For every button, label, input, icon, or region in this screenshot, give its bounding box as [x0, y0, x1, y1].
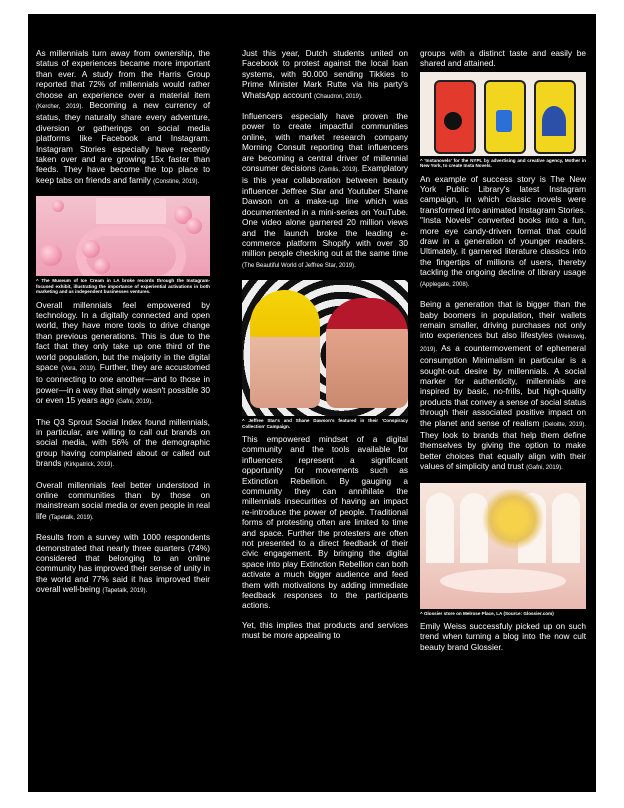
paragraph: This empowered mindset of a digital community and the tools available for influencers represent a significant opportunity for movements such as Extinction Rebellion. By gauging a community they can annihilate the millennials insecurities of having an impact re-introduce the power of people. Traditional forms of protesting often are limited to time and space. Further the protesters are often not presented to a direct feedback of their civic engagement. By bringing the digital space into play Extinction Rebellion can both activate a much bigger audience and feed them with motivations by adding immediate feedback responses to the participants actions.	[242, 433, 408, 611]
paragraph: Just this year, Dutch students united on Facebook to protest against the local loan systems, with 90.000 sending Tikkies to Prime Minister Mark Rutte via his party's WhatsApp account (Chaudron, 2019).	[242, 48, 408, 100]
citation: (Kercher, 2019).	[36, 104, 84, 111]
paragraph: Results from a survey with 1000 respondents demonstrated that nearly three quarters (74%) considered that belonging to an online community has improved their sense of unity in the world and 77% said it has improved their overall well-being (Tapetalk, 2019).	[36, 532, 210, 595]
paragraph: As millennials turn away from ownership, the status of experiences became more important than ever. A study from the Harris Group reported that 72% of millennials would rather choose an experience over a material item (Kercher, 2019). Becoming a new currency of status, they naturally share every adventure, diversion or gatherings on social media platforms like Facebook and Instagram. Instagram Stories especially have recently taken over and are growing 15x faster than feeds. They have become the top place to keep tabs on friends and family (Constine, 2019).	[36, 48, 211, 185]
paragraph: groups with a distinct taste and easily be shared and attained.	[420, 48, 586, 69]
paragraph: Yet, this implies that products and services must be more appealing to	[242, 619, 408, 641]
paragraph: Overall millennials feel empowered by technology. In a digitally connected and open world, they have more tools to drive change than previous generations. This is due to the fact that they only take up one third of the world population, but the majority in the digital space (Vora, 2019). Further, they are accustomed to connecting to one another—and to those in power—in a way that simply wasn't possible 30 or even 15 years ago (Gafni, 2019).	[36, 299, 210, 406]
image-caption: ^ Jeffree Star's and Shane Dawson's featured in their 'Conspiracy Collection' Campaign.	[242, 418, 408, 429]
citation: (Weinswig, 2019).	[420, 334, 586, 353]
citation: (Gafni, 2019).	[116, 399, 153, 406]
jeffree-shane-photo	[242, 280, 408, 416]
glossier-store-photo	[420, 483, 586, 609]
citation: (Applegate, 2008).	[420, 281, 470, 288]
citation: (Tapetalk, 2019).	[102, 588, 148, 595]
citation: (Gafni, 2019).	[526, 465, 563, 472]
insta-novels-phones-photo	[420, 72, 586, 156]
citation: (Constine, 2019).	[153, 178, 200, 185]
citation: (Chaudron, 2019).	[313, 93, 363, 100]
paragraph: Emily Weiss successfuly picked up on such trend when turning a blog into the now cult beauty brand Glossier.	[420, 621, 586, 652]
citation: (Tapetalk, 2019).	[48, 514, 94, 521]
citation: (The Beautiful World of Jeffree Star, 2019).	[242, 262, 356, 269]
column-3	[420, 48, 586, 661]
paragraph: Influencers especially have proven the power to create impactful communities online, with market research company Morning Consult reporting that influencers are becoming a central driver of millennial consumer decisions (Zemlis, 2019). Examplatory is this year collaboration between beauty influencer Jeffree Star and Youtuber Shane Dawson on a make-up line which was documentented in a mini-series on YouTube. One video alone garnered 20 million views and the launch broke the leading e-commerce platform Shopify with over 30 million people checking out at the same time (The Beautiful World of Jeffree Star, 2019).	[242, 111, 409, 269]
museum-of-ice-cream-photo	[36, 196, 210, 276]
image-caption: ^ 'Instanovels' for the NYPL by advertising and creative agency, Mother in New York, to create Insta Novels.	[420, 157, 586, 169]
column-2	[242, 48, 408, 650]
paragraph: Being a generation that is bigger than the baby boomers in population, their wallets remain smaller, driving purchases not only into experiences but also lifestyles (Weinswig, 2019). As a countermovement of ephemeral consumption Minimalism in particular is a sought-out desire by millennials. A social marker for authenticity, millennials are inspired by basic, no-frills, but high-quality products that convey a sense of social status through their associated positive impact on the planet and sense of realism (Deloitte, 2019). They look to brands that help them define themselves by giving the option to make better choices that equally align with their values of simplicity and trust (Gafni, 2019).	[420, 299, 586, 472]
paragraph: The Q3 Sprout Social Index found millennials, in particular, are willing to call out brands on social media, with 56% of the demographic group having complained about or called out brands (Kirkpatrick, 2019).	[36, 416, 210, 469]
column-1	[36, 48, 210, 606]
citation: (Kirkpatrick, 2019).	[63, 462, 115, 469]
magazine-page	[28, 14, 596, 792]
citation: (Deloitte, 2019).	[542, 421, 586, 428]
citation: (Vora, 2019).	[61, 365, 97, 372]
paragraph: Overall millennials feel better understood in online communities than by those on mainstream social media or even people in real life (Tapetalk, 2019).	[36, 479, 210, 521]
citation: (Zemlis, 2019).	[318, 167, 360, 174]
image-caption: ^ The Museum of Ice Cream in LA broke records through the Instagram-focused exhibit, illustrating the importance of experiential activations in both marketing and as independent businesses ventures.	[36, 278, 210, 295]
paragraph: An example of success story is The New York Public Library's latest Instagram campaign, in which classic novels were transformed into animated Instagram Stories. "Insta Novels" converted books into a fun, more eye candy-driven format that could draw in a generation of younger readers. Ultimately, it garnered literature classics into the fingertips of millions of users, thereby tackling the ongoing decline of library usage (Applegate, 2008).	[420, 173, 587, 288]
image-caption: ^ Glossier store on Melrose Place, LA (Source: Glossier.com)	[420, 610, 554, 616]
